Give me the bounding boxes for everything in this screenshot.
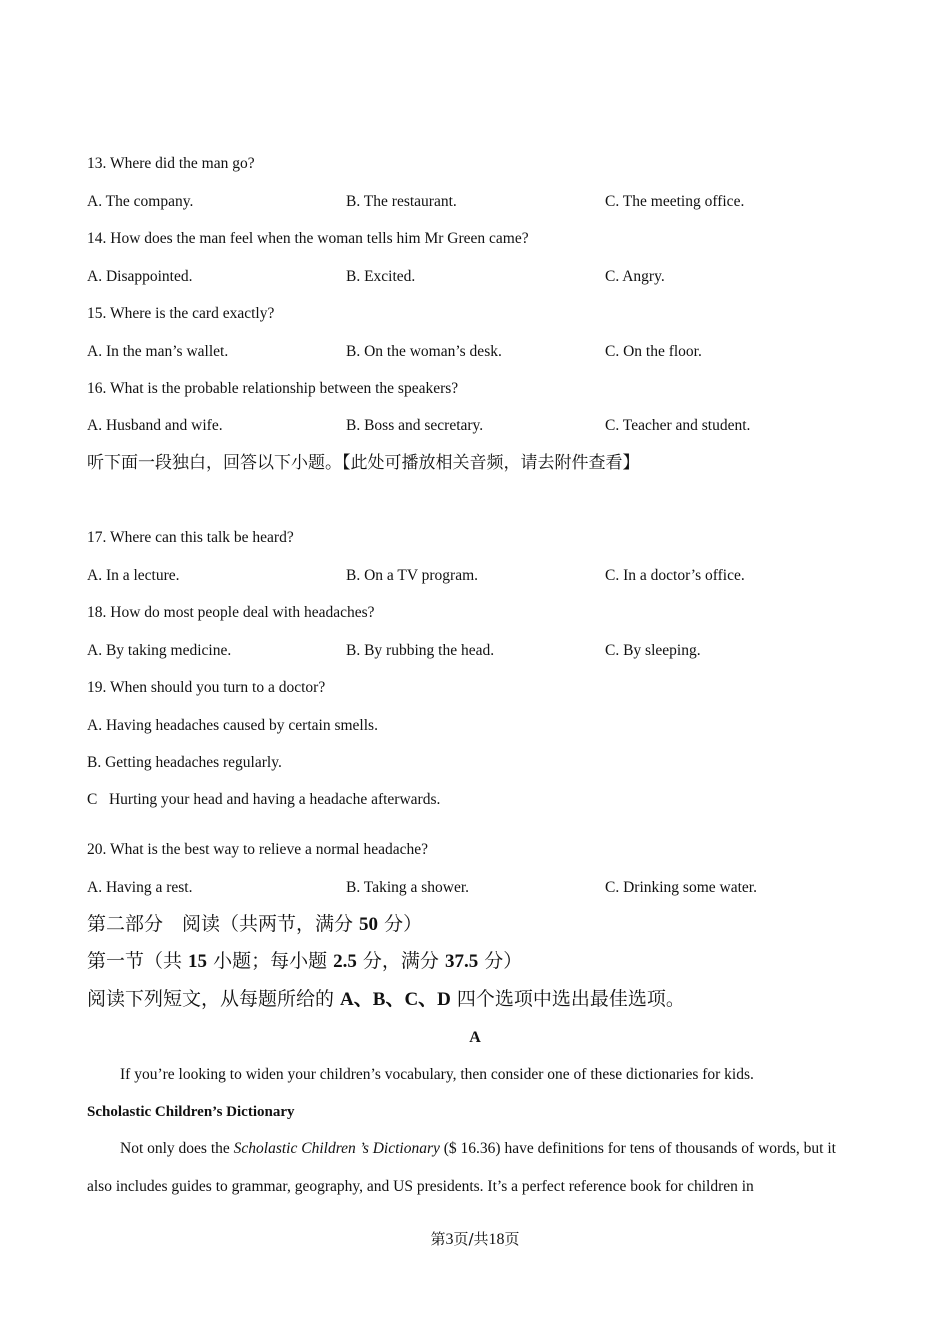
option-17c: C. In a doctor’s office. [605, 567, 745, 584]
option-13a: A. The company. [87, 193, 194, 210]
passage-letter: A [469, 1029, 481, 1046]
question-20: 20. What is the best way to relieve a normal headache? [87, 841, 429, 858]
option-15a: A. In the man’s wallet. [87, 343, 229, 360]
part-two-heading: 第二部分 阅读（共两节，满分 50 分） [87, 913, 423, 935]
option-13b: B. The restaurant. [346, 193, 457, 210]
question-18: 18. How do most people deal with headaches? [87, 604, 375, 621]
option-15c: C. On the floor. [605, 343, 702, 360]
option-19c: C Hurting your head and having a headache afterwards. [87, 791, 441, 808]
option-18c: C. By sleeping. [605, 642, 701, 659]
option-16a: A. Husband and wife. [87, 417, 223, 434]
option-20b: B. Taking a shower. [346, 879, 470, 896]
question-19: 19. When should you turn to a doctor? [87, 679, 326, 696]
page-footer: 第3页/共18页 [430, 1230, 520, 1248]
question-13: 13. Where did the man go? [87, 155, 255, 172]
option-14c: C. Angry. [605, 268, 665, 285]
option-20a: A. Having a rest. [87, 879, 193, 896]
option-19a: A. Having headaches caused by certain smells. [87, 717, 378, 734]
reading-instruction: 阅读下列短文，从每题所给的 A、B、C、D 四个选项中选出最佳选项。 [87, 988, 685, 1010]
option-18a: A. By taking medicine. [87, 642, 232, 659]
option-20c: C. Drinking some water. [605, 879, 757, 896]
option-17b: B. On a TV program. [346, 567, 479, 584]
option-16c: C. Teacher and student. [605, 417, 751, 434]
question-16: 16. What is the probable relationship between the speakers? [87, 380, 459, 397]
option-17a: A. In a lecture. [87, 567, 180, 584]
passage-heading: Scholastic Children’s Dictionary [87, 1104, 295, 1120]
section-one-heading: 第一节（共 15 小题；每小题 2.5 分，满分 37.5 分） [87, 950, 523, 972]
option-16b: B. Boss and secretary. [346, 417, 484, 434]
monologue-instruction: 听下面一段独白，回答以下小题。【此处可播放相关音频，请去附件查看】 [87, 453, 640, 473]
option-14a: A. Disappointed. [87, 268, 193, 285]
option-18b: B. By rubbing the head. [346, 642, 495, 659]
option-19b: B. Getting headaches regularly. [87, 754, 282, 771]
option-14b: B. Excited. [346, 268, 416, 285]
question-17: 17. Where can this talk be heard? [87, 529, 294, 546]
passage-intro: If you’re looking to widen your children’s vocabulary, then consider one of these dictionaries for kids. [120, 1066, 754, 1083]
question-14: 14. How does the man feel when the woman tells him Mr Green came? [87, 230, 529, 247]
question-15: 15. Where is the card exactly? [87, 305, 275, 322]
option-13c: C. The meeting office. [605, 193, 745, 210]
option-15b: B. On the woman’s desk. [346, 343, 502, 360]
passage-body: Not only does the Scholastic Children ’s Dictionary ($ 16.36) have definitions for tens of thousands of words, but it also includes guides to grammar, geography, and US presidents. It’s a perfect reference book for children in [87, 1140, 836, 1195]
